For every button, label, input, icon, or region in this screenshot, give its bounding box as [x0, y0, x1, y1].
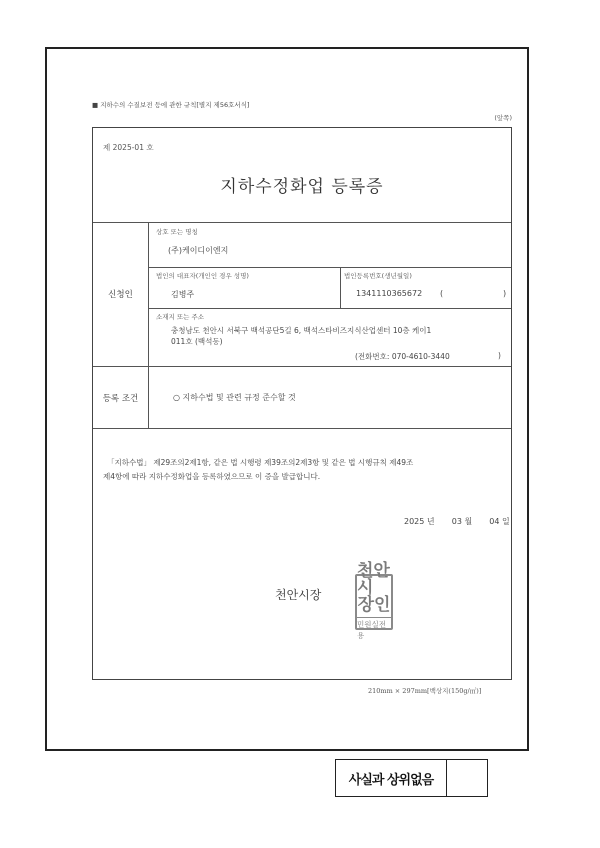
divider	[93, 428, 511, 429]
phone-paren-close: )	[498, 351, 501, 360]
issuer-name: 천안시장	[275, 588, 322, 602]
representative-label: 법인의 대표자(개인인 경우 성명)	[156, 272, 249, 280]
representative-name: 김병주	[171, 290, 195, 299]
divider	[148, 267, 511, 268]
registration-number-label: 법인등록번호(생년월일)	[344, 272, 412, 280]
applicant-label: 신청인	[108, 290, 133, 300]
company-name-label: 상호 또는 명칭	[156, 228, 198, 236]
seal-text-3: 민원실전용	[357, 617, 391, 641]
verification-stamp-blank	[447, 760, 487, 796]
issue-date	[404, 516, 510, 527]
verification-stamp-text: 사실과 상위없음	[336, 760, 447, 796]
statement-line-1: 「지하수법」 제29조의2제1항, 같은 법 시행령 제39조의2제3항 및 같은 법 시행규칙 제49조	[107, 458, 414, 467]
certificate-form	[92, 127, 512, 680]
divider	[148, 308, 511, 309]
registration-number: 1341110365672	[356, 289, 423, 298]
date-day: 04	[489, 517, 500, 526]
date-day-unit: 일	[502, 517, 510, 526]
address-line-1: 충청남도 천안시 서북구 백석공단5길 6, 백석스타비즈지식산업센터 10층 케이1	[171, 326, 432, 335]
official-seal	[355, 561, 393, 640]
registration-paren-open: (	[440, 289, 444, 298]
statement-line-2: 제4항에 따라 지하수정화업을 등록하였으므로 이 증을 발급합니다.	[103, 472, 321, 481]
divider	[93, 366, 511, 367]
phone-number: (전화번호: 070-4610-3440	[355, 352, 450, 361]
address-label: 소재지 또는 주소	[156, 313, 205, 321]
front-side-label: (앞쪽)	[494, 114, 512, 122]
verification-stamp	[335, 759, 488, 797]
company-name: (주)케이디이엔지	[168, 246, 229, 255]
date-year: 2025	[404, 517, 425, 526]
seal-text-2: 장인	[357, 595, 391, 615]
address-line-2: 011호 (백석동)	[171, 337, 223, 346]
date-month: 03	[451, 517, 462, 526]
paper-spec: 210mm × 297mm[백상지(150g/㎡)]	[368, 687, 482, 695]
conditions-text: ○ 지하수법 및 관련 규정 준수할 것	[173, 393, 296, 402]
conditions-label: 등록 조건	[102, 394, 139, 404]
registration-paren-close: )	[503, 289, 507, 298]
divider	[340, 267, 341, 308]
form-reference: ■ 지하수의 수질보전 등에 관한 규칙[별지 제56호서식]	[92, 101, 250, 109]
date-month-unit: 월	[464, 517, 473, 526]
seal-text-1: 천안시	[357, 561, 390, 598]
date-year-unit: 년	[426, 517, 435, 526]
certificate-title: 지하수정화업 등록증	[220, 177, 384, 197]
certificate-number: 제 2025-01 호	[103, 143, 154, 152]
divider	[93, 222, 511, 223]
divider	[148, 222, 149, 428]
